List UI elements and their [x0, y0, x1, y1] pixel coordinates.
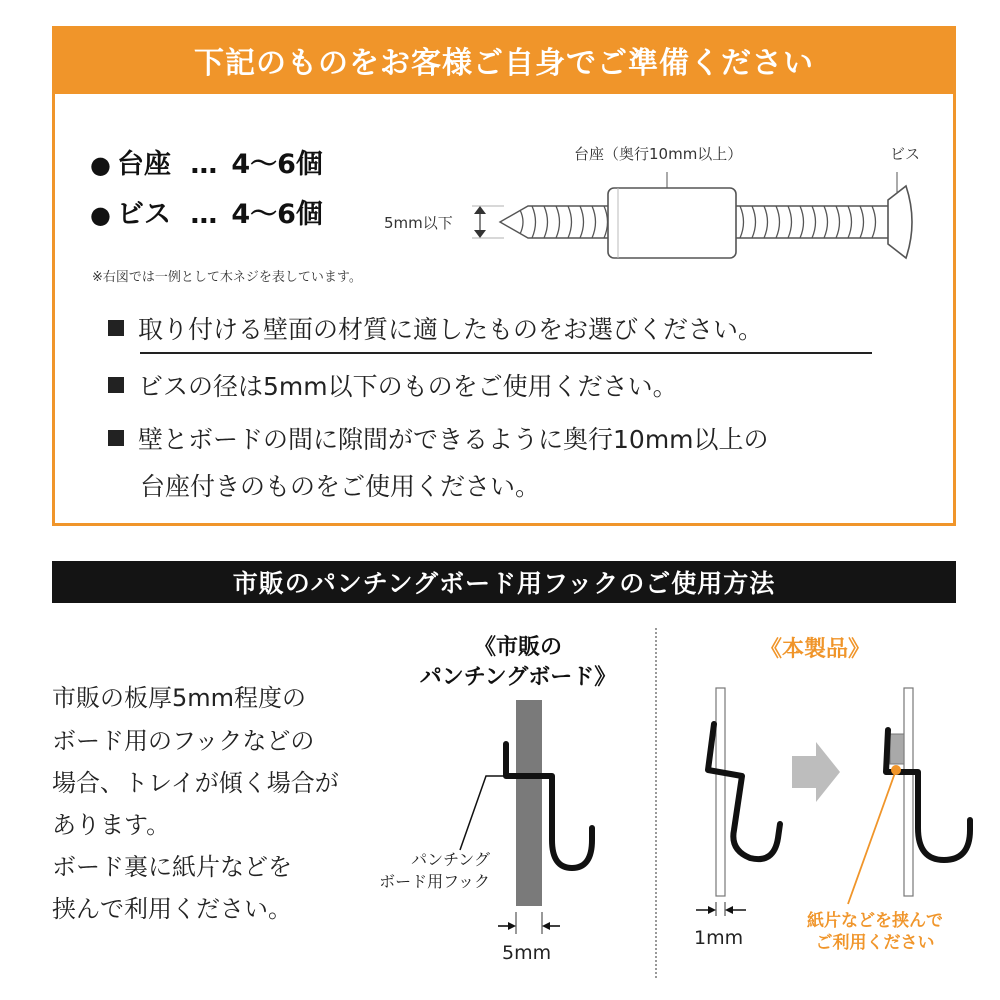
- fig-right-title: 《本製品》: [759, 637, 870, 662]
- requirement-3-text-line1: 壁とボードの間に隙間ができるように奥行10mm以上の: [138, 425, 769, 454]
- item-base-label: 台座: [116, 149, 171, 180]
- base-label: 台座（奥行10mm以上）: [574, 145, 743, 163]
- hook-label-line2: ボード用フック: [379, 871, 490, 891]
- screw-diagram: [460, 160, 940, 270]
- item-base: [90, 142, 323, 181]
- bullet-circle-icon: ●: [90, 151, 111, 179]
- item-base-qty: 4〜6個: [231, 149, 323, 180]
- paper-note-line2: ご利用ください: [815, 933, 935, 954]
- figure-divider: [655, 628, 657, 978]
- paper-note-line1: 紙片などを挟んで: [807, 911, 943, 931]
- paper-leader-line: [848, 770, 896, 904]
- commercial-board: [516, 700, 542, 906]
- usage-body-line-1: 市販の板厚5mm程度の: [52, 684, 307, 712]
- usage-body-line-4: あります。: [52, 811, 171, 839]
- example-note: ※右図では一例として木ネジを表しています。: [92, 270, 362, 285]
- usage-body-line-6: 挟んで利用ください。: [52, 895, 292, 923]
- preparation-header: 下記のものをお客様ご自身でご準備ください: [52, 26, 956, 94]
- diameter-label: 5mm以下: [384, 214, 453, 232]
- requirement-1-text: 取り付ける壁面の材質に適したものをお選びください。: [138, 315, 764, 344]
- fig-left-title-line2: パンチングボード》: [419, 665, 617, 690]
- hook-leader-line: [460, 776, 506, 850]
- hook-label-line1: パンチング: [411, 850, 490, 869]
- fig-right-thickness: 1mm: [694, 927, 744, 949]
- dim-arrow-left-icon: [725, 906, 733, 914]
- requirement-1-underline: [140, 352, 872, 354]
- requirement-2: [108, 372, 678, 402]
- usage-body-line-3: 場合、トレイが傾く場合が: [52, 769, 339, 797]
- item-screw-label: ビス: [116, 199, 171, 230]
- product-figure: [680, 680, 980, 920]
- item-screw: [90, 192, 323, 231]
- screw-head: [888, 186, 912, 258]
- bullet-square-icon: [108, 320, 124, 336]
- item-screw-qty: 4〜6個: [231, 199, 323, 230]
- usage-body-line-2: ボード用のフックなどの: [52, 727, 315, 755]
- bullet-square-icon: [108, 377, 124, 393]
- dim-arrow-up-icon: [474, 206, 486, 214]
- transition-arrow-icon: [792, 742, 840, 802]
- item-screw-sep: …: [190, 199, 218, 230]
- requirement-3-text-line2: 台座付きのものをご使用ください。: [140, 472, 541, 501]
- usage-body-line-5: ボード裏に紙片などを: [52, 853, 292, 881]
- fig-left-title-line1: 《市販の: [473, 635, 562, 660]
- requirement-2-text: ビスの径は5mm以下のものをご使用ください。: [138, 372, 678, 401]
- dim-arrow-right-icon: [508, 922, 516, 930]
- dim-arrow-left-icon: [542, 922, 550, 930]
- requirement-1: [108, 315, 763, 345]
- item-base-sep: …: [190, 149, 218, 180]
- bullet-square-icon: [108, 430, 124, 446]
- thin-board-right: [904, 688, 913, 896]
- screw-label: ビス: [890, 145, 921, 163]
- usage-header: 市販のパンチングボード用フックのご使用方法: [52, 561, 956, 603]
- base-spacer: [608, 188, 736, 258]
- fig-left-thickness: 5mm: [502, 942, 552, 964]
- dim-arrow-down-icon: [474, 230, 486, 238]
- commercial-board-figure: [440, 690, 620, 940]
- paper-piece: [890, 734, 904, 764]
- dim-arrow-right-icon: [708, 906, 716, 914]
- bullet-circle-icon: ●: [90, 201, 111, 229]
- requirement-3: [108, 425, 769, 455]
- thin-board-left: [716, 688, 725, 896]
